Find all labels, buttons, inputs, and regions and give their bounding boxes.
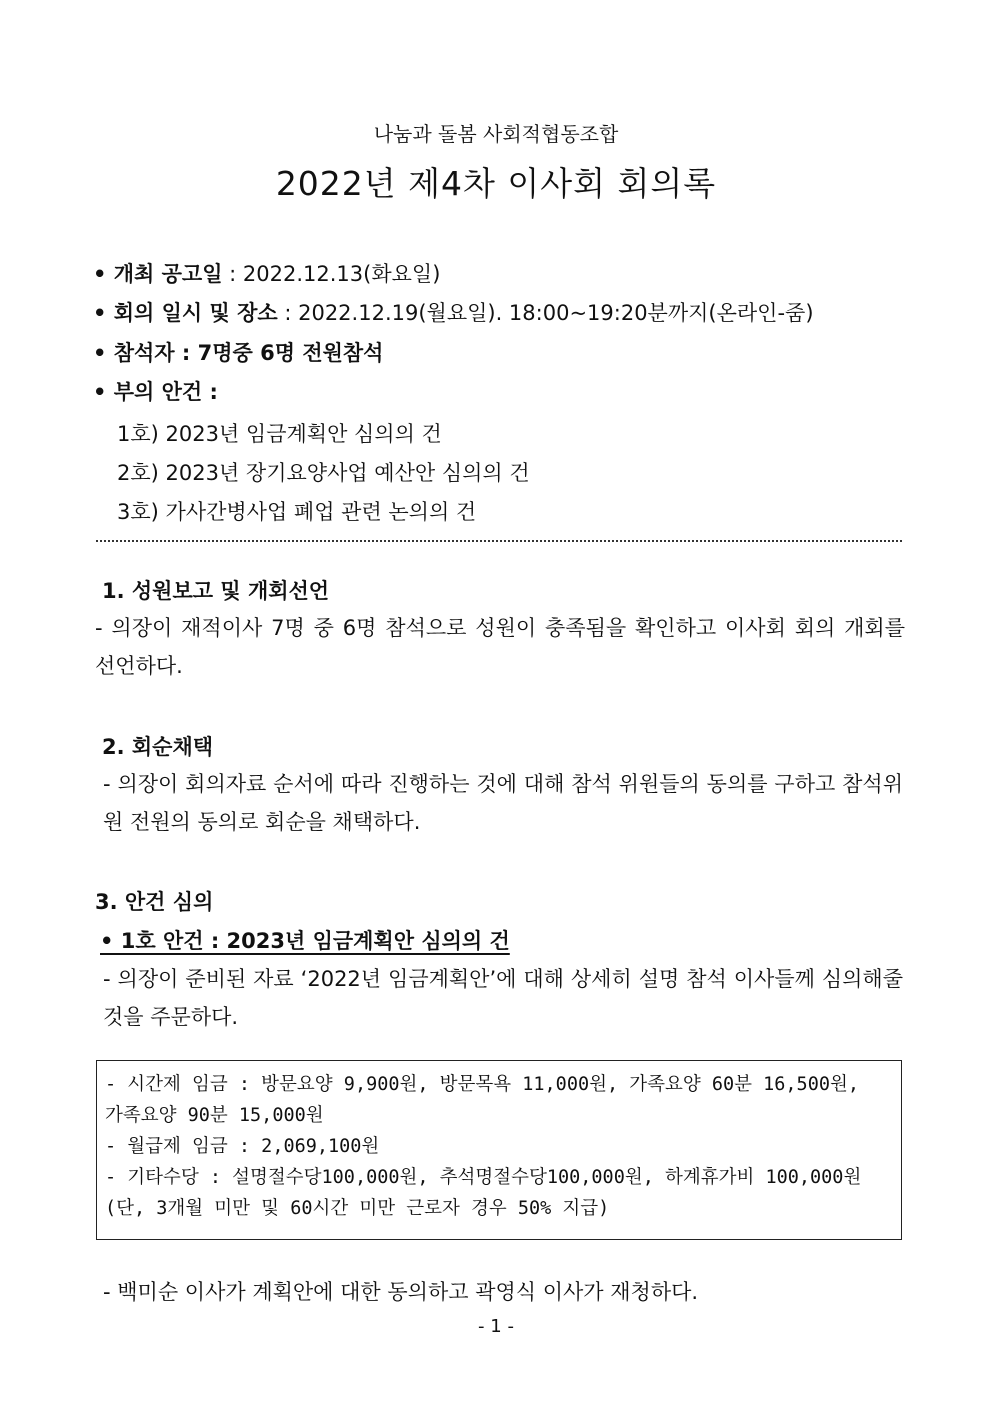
section-1-title: 1. 성원보고 및 개회선언 — [102, 579, 330, 603]
notice-date-label: • 개최 공고일 — [93, 262, 223, 286]
dotted-divider — [96, 540, 902, 542]
notice-date-line — [93, 258, 440, 288]
box-line: - 기타수당 : 설명절수당100,000원, 추석명절수당100,000원, 하계휴가비 100,000원 — [105, 1167, 862, 1188]
notice-date-value: : 2022.12.13(화요일) — [222, 262, 441, 286]
meeting-datetime-value: : 2022.12.19(월요일). 18:00~19:20분까지(온라인-줌) — [277, 301, 814, 325]
box-line: - 월급제 임금 : 2,069,100원 — [105, 1136, 380, 1157]
meeting-datetime-line — [93, 297, 814, 327]
section-2-title: 2. 회순채택 — [102, 735, 214, 759]
document-title: 2022년 제4차 이사회 회의록 — [275, 164, 717, 203]
closing-statement: - 백미순 이사가 계획안에 대한 동의하고 곽영식 이사가 재청하다. — [103, 1280, 699, 1304]
meeting-datetime-label: • 회의 일시 및 장소 — [93, 301, 278, 325]
section-3-text: - 의장이 준비된 자료 ‘2022년 임금계획안’에 대해 상세히 설명 참석 이사들께 심의해줄 것을 주문하다. — [103, 967, 903, 1029]
section-2-text: - 의장이 회의자료 순서에 따라 진행하는 것에 대해 참석 위원들의 동의를 구하고 참석위원 전원의 동의로 회순을 채택하다. — [103, 772, 903, 834]
page-number: - 1 - — [478, 1316, 514, 1337]
agenda-1-subtitle: • 1호 안건 : 2023년 임금계획안 심의의 건 — [100, 929, 510, 953]
agenda-item: 1호) 2023년 임금계획안 심의의 건 — [117, 422, 442, 446]
wage-plan-box — [96, 1060, 902, 1240]
agenda-label: • 부의 안건 : — [93, 380, 218, 404]
box-line: - 시간제 임금 : 방문요양 9,900원, 방문목욕 11,000원, 가족요양 60분 16,500원, — [105, 1074, 859, 1095]
box-line: (단, 3개월 미만 및 60시간 미만 근로자 경우 50% 지급) — [105, 1198, 610, 1219]
agenda-item: 2호) 2023년 장기요양사업 예산안 심의의 건 — [117, 461, 530, 485]
box-line: 가족요양 90분 15,000원 — [105, 1105, 324, 1126]
attendees-line: • 참석자 : 7명중 6명 전원참석 — [93, 341, 384, 365]
organization-name: 나눔과 돌봄 사회적협동조합 — [373, 122, 619, 146]
section-3-title: 3. 안건 심의 — [95, 890, 214, 914]
section-1-text: - 의장이 재적이사 7명 중 6명 참석으로 성원이 충족됨을 확인하고 이사회 회의 개회를 선언하다. — [95, 616, 905, 678]
agenda-item: 3호) 가사간병사업 폐업 관련 논의의 건 — [117, 500, 477, 524]
